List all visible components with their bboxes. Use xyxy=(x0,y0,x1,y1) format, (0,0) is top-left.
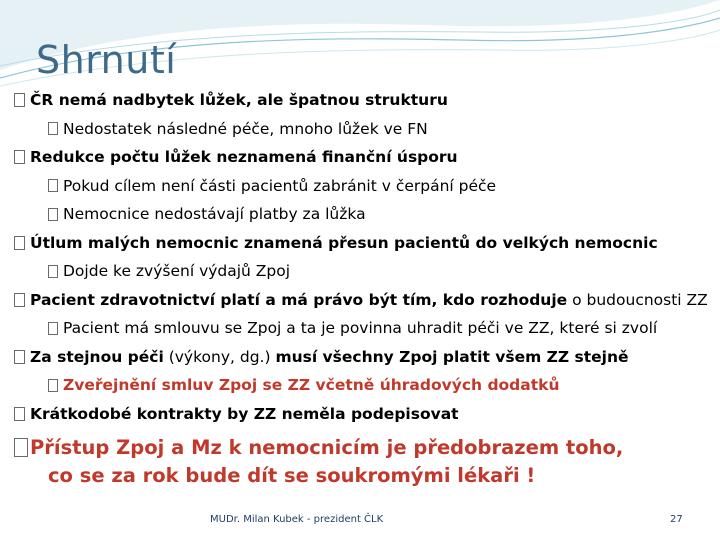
list-item: Pokud cílem není části pacientů zabránit v čerpání péče xyxy=(14,172,714,201)
bullet-icon xyxy=(14,438,28,457)
list-item: Nedostatek následné péče, mnoho lůžek ve FN xyxy=(14,115,714,144)
slide-title: Shrnutí xyxy=(36,38,177,82)
list-item: Dojde ke zvýšení výdajů Zpoj xyxy=(14,257,714,286)
list-item: Nemocnice nedostávají platby za lůžka xyxy=(14,200,714,229)
bullet-icon xyxy=(14,293,25,307)
list-item: Pacient zdravotnictví platí a má právo být tím, kdo rozhoduje o budoucnosti ZZ xyxy=(14,286,714,315)
bullet-icon xyxy=(14,150,25,164)
page-number: 27 xyxy=(670,514,683,525)
bullet-icon xyxy=(48,122,58,135)
bullet-icon xyxy=(14,93,25,107)
list-item: Zveřejnění smluv Zpoj se ZZ včetně úhradových dodatků xyxy=(14,371,714,400)
list-item: Za stejnou péči (výkony, dg.) musí všechny Zpoj platit všem ZZ stejně xyxy=(14,343,714,372)
bullet-icon xyxy=(14,407,25,421)
list-item: Krátkodobé kontrakty by ZZ neměla podepisovat xyxy=(14,400,714,429)
bullet-icon xyxy=(48,265,58,278)
bullet-icon xyxy=(48,208,58,221)
list-item: Útlum malých nemocnic znamená přesun pacientů do velkých nemocnic xyxy=(14,229,714,258)
bullet-icon xyxy=(48,379,58,392)
bullet-icon xyxy=(14,350,25,364)
highlight-statement: Přístup Zpoj a Mz k nemocnicím je předobrazem toho, co se za rok bude dít se soukromými lékaři ! xyxy=(14,434,623,490)
list-item: Pacient má smlouvu se Zpoj a ta je povinna uhradit péči ve ZZ, které si zvolí xyxy=(14,314,714,343)
highlight-line-2: co se za rok bude dít se soukromými lékaři ! xyxy=(48,464,536,487)
bullet-icon xyxy=(48,322,58,335)
bullet-icon xyxy=(14,236,25,250)
footer-text: MUDr. Milan Kubek - prezident ČLK xyxy=(210,514,384,525)
list-item: Redukce počtu lůžek neznamená finanční úsporu xyxy=(14,143,714,172)
bullet-icon xyxy=(48,179,58,192)
list-item: ČR nemá nadbytek lůžek, ale špatnou strukturu xyxy=(14,86,714,115)
bullet-list xyxy=(14,86,714,428)
